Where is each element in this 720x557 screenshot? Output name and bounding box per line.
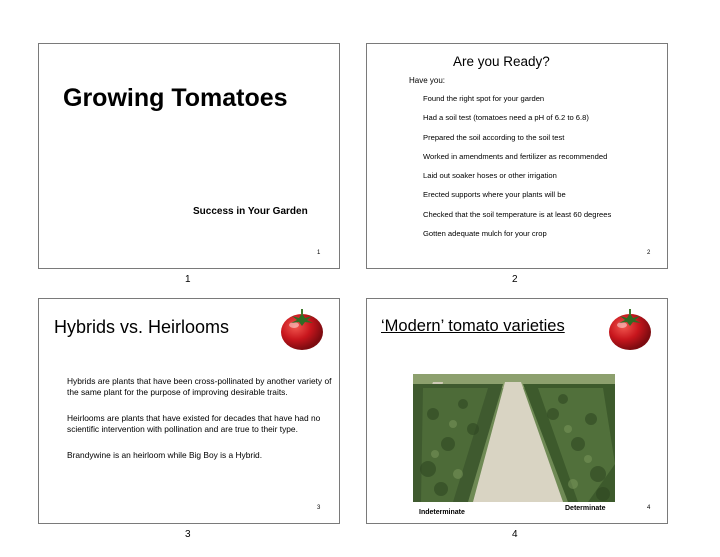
list-item: Prepared the soil according to the soil test: [423, 132, 565, 142]
slide-page-number: 2: [647, 250, 651, 256]
label-indeterminate: Indeterminate: [419, 509, 465, 516]
slide-page-number: 3: [317, 505, 321, 511]
checklist: [423, 94, 611, 248]
list-item: Gotten adequate mulch for your crop: [423, 229, 547, 239]
slide-page-number: 4: [647, 505, 651, 511]
slide-intro: Have you:: [409, 76, 446, 85]
list-item: Worked in amendments and fertilizer as recommended: [423, 151, 608, 161]
tomato-icon: [607, 307, 653, 351]
tomato-icon: [279, 307, 325, 351]
slide-title: Growing Tomatoes: [63, 84, 288, 112]
slide-caption: 2: [512, 274, 518, 285]
slide-2: [366, 43, 668, 269]
label-determinate: Determinate: [565, 505, 606, 512]
paragraph: Hybrids are plants that have been cross-pollinated by another variety of the same plant for the purpose of improving desirable traits.: [67, 376, 332, 398]
paragraph: Heirlooms are plants that have existed for decades that have had no scientific intervention with pollination and are true to their type.: [67, 412, 321, 435]
list-item: Laid out soaker hoses or other irrigation: [423, 171, 557, 181]
slide-title: ‘Modern’ tomato varieties: [381, 317, 565, 335]
slide-body: [67, 376, 341, 475]
list-item: Had a soil test (tomatoes need a pH of 6.2 to 6.8): [423, 113, 589, 123]
slide-caption: 4: [512, 529, 518, 540]
slide-caption: 3: [185, 529, 191, 540]
garden-rows-photo: [413, 374, 615, 502]
slide-title: Are you Ready?: [453, 54, 550, 69]
list-item: Found the right spot for your garden: [423, 94, 545, 103]
slide-1: [38, 43, 340, 269]
slide-subtitle: Success in Your Garden: [193, 206, 308, 217]
slide-caption: 1: [185, 274, 191, 285]
slide-3: [38, 298, 340, 524]
slide-page-number: 1: [317, 250, 321, 256]
list-item: Erected supports where your plants will be: [423, 190, 566, 200]
slide-title: Hybrids vs. Heirlooms: [54, 317, 230, 337]
list-item: Checked that the soil temperature is at least 60 degrees: [423, 209, 612, 219]
paragraph: Brandywine is an heirloom while Big Boy is a Hybrid.: [67, 449, 263, 460]
slide-4: [366, 298, 668, 524]
